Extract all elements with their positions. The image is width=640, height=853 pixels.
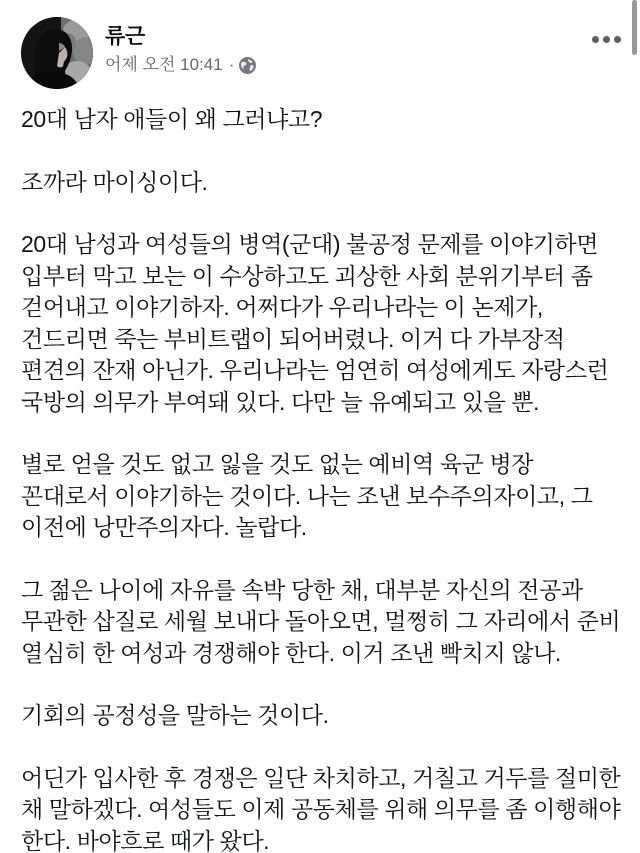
ellipsis-icon [614,36,621,43]
post-paragraph: 별로 얻을 것도 없고 잃을 것도 없는 예비역 육군 병장 꼰대로서 이야기하는 것이다. 나는 조낸 보수주의자이고, 그 이전에 낭만주의자다. 놀랍다. [21,451,593,540]
avatar[interactable] [21,17,93,89]
ellipsis-icon [592,36,599,43]
ellipsis-icon [603,36,610,43]
post-menu-button[interactable] [590,30,623,49]
meta-separator: · [228,55,235,74]
post-paragraph: 기회의 공정성을 말하는 것이다. [21,702,329,728]
post-paragraph: 어딘가 입사한 후 경쟁은 일단 차치하고, 거칠고 거두를 절미한 채 말하겠다. 여성들도 이제 공동체를 위해 의무를 좀 이행해야 한다. 바야흐로 때가 왔다. [21,764,621,853]
post-paragraph: 조까라 마이싱이다. [21,168,208,195]
post-paragraph: 20대 남성과 여성들의 병역(군대) 불공정 문제를 이야기하면 입부터 막고 보는 이 수상하고도 괴상한 사회 분위기부터 좀 걷어내고 이야기하자. 어쩌다가 우리나라는 이 논제가, 건드리면 죽는 부비트랩이 되어버렸나. 이거 다 가부장적 편견의 잔재 아닌가. 우리나라는 엄연히 여성에게도 자랑스런 국방의 의무가 부여돼 있다. 다만 늘 유예되고 있을 뿐. [21,231,609,415]
post-meta [105,55,256,75]
avatar-photo [21,17,93,89]
header-text [105,17,256,75]
author-name[interactable]: 류근 [105,25,145,48]
scrollbar-thumb[interactable] [632,0,637,55]
post-paragraph: 20대 남자 애들이 왜 그러냐고? [21,106,323,132]
globe-icon [239,57,256,74]
timestamp[interactable]: 어제 오전 10:41 [105,55,223,74]
post-body [0,89,640,853]
post-header [0,0,640,89]
post-paragraph: 그 젊은 나이에 자유를 속박 당한 채, 대부분 자신의 전공과 무관한 삽질로 세월 보내다 돌아오면, 멀쩡히 그 자리에서 준비 열심히 한 여성과 경쟁해야 한다. 이거 조낸 빡치지 않나. [21,576,621,666]
